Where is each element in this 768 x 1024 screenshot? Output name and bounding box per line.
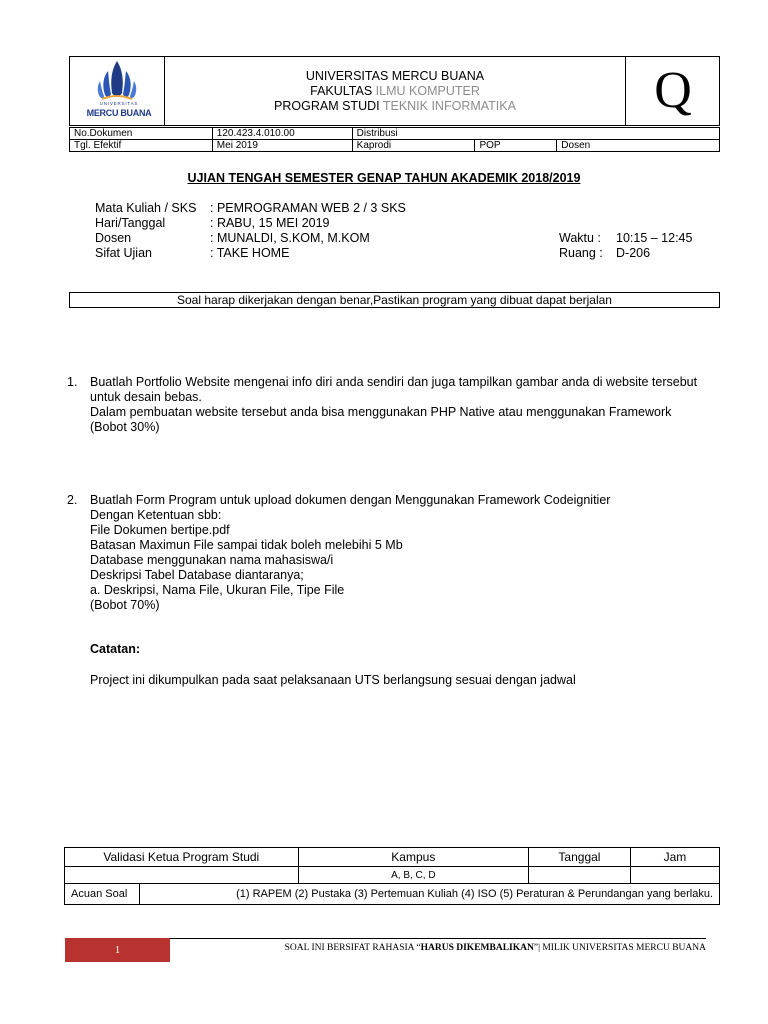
header-center	[165, 69, 625, 114]
distribution-label: Distribusi	[352, 128, 719, 140]
logo-flame-icon	[72, 59, 162, 103]
validasi-header: Validasi Ketua Program Studi	[65, 848, 299, 867]
question-line: Dengan Ketentuan sbb:	[90, 508, 222, 522]
table-row	[65, 867, 720, 884]
question-line: Dalam pembuatan website tersebut anda bisa menggunakan PHP Native atau menggunakan Framework	[90, 405, 672, 419]
question-line: untuk desain bebas.	[90, 390, 202, 404]
meta-value: : TAKE HOME	[210, 246, 290, 260]
meta-value: : RABU, 15 MEI 2019	[210, 216, 330, 230]
meta-label: Sifat Ujian	[95, 246, 152, 260]
ruang-label: Ruang :	[559, 246, 603, 260]
footer-text-before: SOAL INI BERSIFAT RAHASIA “	[284, 943, 421, 953]
faculty-line	[165, 84, 625, 99]
doc-number-value: 120.423.4.010.00	[212, 128, 352, 140]
page-number: 1	[65, 938, 170, 962]
meta-labels	[95, 201, 215, 261]
q-mark: Q	[654, 62, 692, 119]
university-logo	[72, 59, 162, 123]
program-value: TEKNIK INFORMATIKA	[382, 99, 516, 113]
dosen-label: Dosen	[557, 140, 720, 152]
table-row	[70, 128, 720, 140]
footer-text	[176, 943, 706, 953]
meta-label: Dosen	[95, 231, 132, 245]
meta-label: Hari/Tanggal	[95, 216, 166, 230]
question-1	[90, 375, 730, 435]
waktu-ruang-values	[616, 231, 716, 261]
ruang-value: D-206	[616, 246, 651, 260]
program-line	[165, 99, 625, 114]
catatan-heading: Catatan:	[90, 642, 141, 656]
footer-text-after: ”| MILIK UNIVERSITAS MERCU BUANA	[533, 943, 706, 953]
pop-label: POP	[475, 140, 557, 152]
acuan-soal-label: Acuan Soal	[65, 884, 140, 905]
logo-text-mercu-buana: MERCU BUANA	[86, 108, 152, 118]
waktu-value: 10:15 – 12:45	[616, 231, 693, 245]
doc-number-label: No.Dokumen	[70, 128, 213, 140]
table-row	[70, 140, 720, 152]
question-line: a. Deskripsi, Nama File, Ukuran File, Tipe File	[90, 583, 345, 597]
waktu-ruang-labels	[559, 231, 619, 261]
question-line: (Bobot 30%)	[90, 420, 160, 434]
exam-title	[0, 171, 768, 185]
document-header	[69, 56, 720, 126]
question-1-number: 1.	[67, 375, 78, 389]
university-name: UNIVERSITAS MERCU BUANA	[305, 69, 485, 83]
effective-date-value: Mei 2019	[212, 140, 352, 152]
kampus-options: A, B, C, D	[298, 867, 528, 884]
kaprodi-label: Kaprodi	[352, 140, 475, 152]
catatan-text: Project ini dikumpulkan pada saat pelaksanaan UTS berlangsung sesuai dengan jadwal	[90, 673, 576, 687]
table-row	[65, 848, 720, 867]
question-2	[90, 493, 730, 613]
faculty-label: FAKULTAS	[310, 84, 373, 98]
exam-title-part1: UJIAN TENGAH SEMESTER	[187, 171, 354, 185]
meta-values	[210, 201, 540, 261]
question-line: File Dokumen bertipe.pdf	[90, 523, 230, 537]
question-line: (Bobot 70%)	[90, 598, 160, 612]
tanggal-cell	[529, 867, 631, 884]
effective-date-label: Tgl. Efektif	[70, 140, 213, 152]
question-line: Deskripsi Tabel Database diantaranya;	[90, 568, 304, 582]
question-line: Buatlah Portfolio Website mengenai info diri anda sendiri dan juga tampilkan gambar anda di website tersebut	[90, 375, 698, 389]
waktu-label: Waktu :	[559, 231, 601, 245]
meta-label: Mata Kuliah / SKS	[95, 201, 197, 215]
jam-header: Jam	[630, 848, 719, 867]
question-line: Database menggunakan nama mahasiswa/i	[90, 553, 334, 567]
program-label: PROGRAM STUDI	[274, 99, 380, 113]
kampus-header: Kampus	[298, 848, 528, 867]
table-row	[65, 884, 720, 905]
question-line: Buatlah Form Program untuk upload dokumen dengan Menggunakan Framework Codeignitier	[90, 493, 611, 507]
acuan-soal-value: (1) RAPEM (2) Pustaka (3) Pertemuan Kuliah (4) ISO (5) Peraturan & Perundangan yang berlaku.	[139, 884, 719, 905]
jam-cell	[630, 867, 719, 884]
document-info-table	[69, 127, 720, 152]
meta-value: : PEMROGRAMAN WEB 2 / 3 SKS	[210, 201, 406, 215]
exam-title-part2: GENAP TAHUN AKADEMIK 2018/2019	[353, 171, 581, 185]
question-line: Batasan Maximun File sampai tidak boleh melebihi 5 Mb	[90, 538, 403, 552]
logo-text-universitas: UNIVERSITAS	[99, 101, 139, 106]
footer-text-bold: HARUS DIKEMBALIKAN	[420, 943, 534, 953]
tanggal-header: Tanggal	[529, 848, 631, 867]
validasi-cell	[65, 867, 299, 884]
question-2-number: 2.	[67, 493, 78, 507]
meta-value: : MUNALDI, S.KOM, M.KOM	[210, 231, 370, 245]
faculty-value: ILMU KOMPUTER	[375, 84, 480, 98]
validation-table	[64, 847, 720, 905]
instruction-box: Soal harap dikerjakan dengan benar,Pastikan program yang dibuat dapat berjalan	[69, 292, 720, 308]
